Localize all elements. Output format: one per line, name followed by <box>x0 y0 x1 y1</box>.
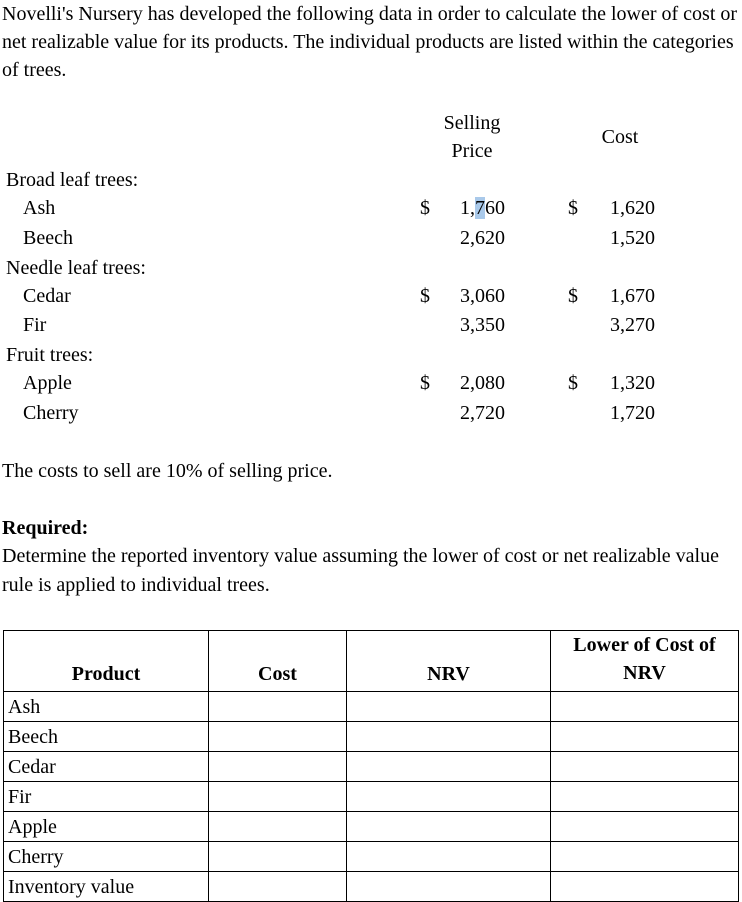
lower-input-cell[interactable] <box>551 842 739 872</box>
lower-of-cost-header-line1: Lower of Cost of <box>573 634 716 656</box>
ash-price-part-3: 60 <box>485 197 505 219</box>
costs-to-sell-note: The costs to sell are 10% of selling price. <box>2 460 333 482</box>
item-name-fir: Fir <box>23 314 47 336</box>
lower-input-cell[interactable] <box>551 692 739 722</box>
fir-selling-price: 3,350 <box>460 314 505 336</box>
lower-total-cell[interactable] <box>551 872 739 902</box>
ash-price-dollar: $ <box>420 197 430 219</box>
nrv-input-cell[interactable] <box>347 842 551 872</box>
lower-of-cost-header-line2: NRV <box>623 662 666 684</box>
cedar-price-dollar: $ <box>420 285 430 307</box>
nrv-input-cell[interactable] <box>347 752 551 782</box>
table-row <box>4 812 739 842</box>
product-cell: Cedar <box>4 752 209 782</box>
apple-price-dollar: $ <box>420 372 430 394</box>
table-row <box>4 782 739 812</box>
table-row <box>4 692 739 722</box>
cost-input-cell[interactable] <box>209 782 347 812</box>
ash-price-part-1: 1, <box>460 197 475 219</box>
selling-price-header-line2: Price <box>451 140 493 162</box>
apple-cost: 1,320 <box>610 372 655 394</box>
answer-table <box>3 630 739 902</box>
fir-cost: 3,270 <box>610 314 655 336</box>
apple-cost-dollar: $ <box>568 372 578 394</box>
intro-paragraph: Novelli's Nursery has developed the following data in order to calculate the lower of cost or net realizable value for its products. The individual products are listed within the categories of trees. <box>2 3 738 81</box>
nrv-input-cell[interactable] <box>347 722 551 752</box>
category-broad-leaf: Broad leaf trees: <box>6 169 139 191</box>
beech-cost: 1,520 <box>610 227 655 249</box>
product-cell: Apple <box>4 812 209 842</box>
ash-cost-dollar: $ <box>568 197 578 219</box>
table-row <box>4 842 739 872</box>
selling-price-header-line1: Selling <box>443 112 501 134</box>
cost-column-header: Cost <box>209 631 347 692</box>
lower-input-cell[interactable] <box>551 722 739 752</box>
cedar-cost: 1,670 <box>610 285 655 307</box>
cedar-cost-dollar: $ <box>568 285 578 307</box>
cedar-selling-price: 3,060 <box>460 285 505 307</box>
text-selection-highlight[interactable]: 7 <box>475 197 485 219</box>
cost-header: Cost <box>601 126 639 148</box>
item-name-ash: Ash <box>23 197 56 219</box>
ash-selling-price <box>435 194 505 222</box>
lower-input-cell[interactable] <box>551 752 739 782</box>
nrv-input-cell[interactable] <box>347 812 551 842</box>
product-cell: Beech <box>4 722 209 752</box>
product-cell: Fir <box>4 782 209 812</box>
selling-price-header <box>430 109 514 165</box>
cost-input-cell[interactable] <box>209 752 347 782</box>
nrv-column-header: NRV <box>347 631 551 692</box>
cost-input-cell[interactable] <box>209 812 347 842</box>
nrv-input-cell[interactable] <box>347 692 551 722</box>
nrv-total-cell[interactable] <box>347 872 551 902</box>
table-row <box>4 722 739 752</box>
item-name-apple: Apple <box>23 372 72 394</box>
item-name-cedar: Cedar <box>23 285 71 307</box>
category-fruit: Fruit trees: <box>6 344 94 366</box>
apple-selling-price: 2,080 <box>460 372 505 394</box>
product-column-header: Product <box>4 631 209 692</box>
lower-input-cell[interactable] <box>551 782 739 812</box>
product-cell: Ash <box>4 692 209 722</box>
table-row <box>4 872 739 902</box>
answer-table-header-row <box>4 631 739 692</box>
cost-input-cell[interactable] <box>209 692 347 722</box>
table-row <box>4 752 739 782</box>
cherry-selling-price: 2,720 <box>460 402 505 424</box>
item-name-beech: Beech <box>23 227 73 249</box>
required-title: Required: <box>2 517 89 539</box>
item-name-cherry: Cherry <box>23 402 79 424</box>
lower-input-cell[interactable] <box>551 812 739 842</box>
cost-input-cell[interactable] <box>209 842 347 872</box>
cost-input-cell[interactable] <box>209 722 347 752</box>
nrv-input-cell[interactable] <box>347 782 551 812</box>
required-text: Determine the reported inventory value assuming the lower of cost or net realizable value rule is applied to individual trees. <box>2 545 719 596</box>
beech-selling-price: 2,620 <box>460 227 505 249</box>
lower-of-cost-column-header <box>551 631 739 692</box>
cost-total-cell[interactable] <box>209 872 347 902</box>
cherry-cost: 1,720 <box>610 402 655 424</box>
product-cell: Cherry <box>4 842 209 872</box>
inventory-value-label: Inventory value <box>4 872 209 902</box>
ash-cost: 1,620 <box>610 197 655 219</box>
category-needle-leaf: Needle leaf trees: <box>6 257 146 279</box>
